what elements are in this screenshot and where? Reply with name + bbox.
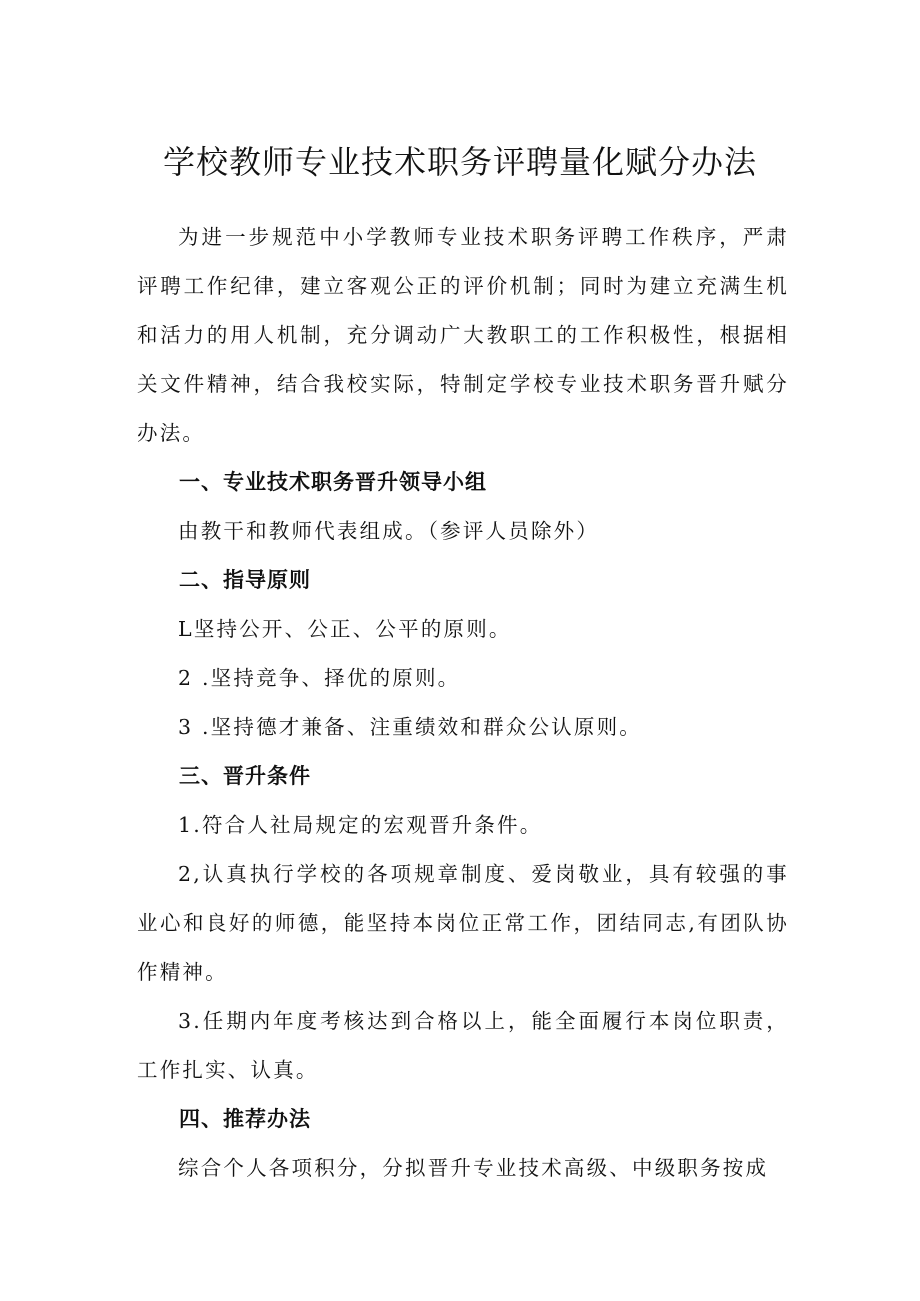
principle-item: 2 .坚持竞争、择优的原则。 xyxy=(178,666,461,690)
section-heading-guiding-principles: 二、指导原则 xyxy=(179,568,311,592)
section-text-recommendation-method: 综合个人各项积分，分拟晋升专业技术高级、中级职务按成 xyxy=(178,1156,769,1180)
condition-item: 1.符合人社局规定的宏观晋升条件。 xyxy=(178,813,543,837)
principle-item: L坚持公开、公正、公平的原则。 xyxy=(178,617,512,641)
section-heading-leadership-group: 一、专业技术职务晋升领导小组 xyxy=(179,470,487,494)
principle-item: 3 .坚持德才兼备、注重绩效和群众公认原则。 xyxy=(178,715,642,739)
section-text-leadership-group: 由教干和教师代表组成。（参评人员除外） xyxy=(178,519,600,543)
condition-item: 3.任期内年度考核达到合格以上，能全面履行本岗位职责，工作扎实、认真。 xyxy=(137,1009,789,1082)
document-title: 学校教师专业技术职务评聘量化赋分办法 xyxy=(162,143,757,181)
section-heading-promotion-conditions: 三、晋升条件 xyxy=(179,764,311,788)
condition-item: 2,认真执行学校的各项规章制度、爱岗敬业，具有较强的事业心和良好的师德，能坚持本岗位正常工作，团结同志,有团队协作精神。 xyxy=(137,862,789,984)
section-heading-recommendation-method: 四、推荐办法 xyxy=(179,1107,311,1131)
intro-paragraph: 为进一步规范中小学教师专业技术职务评聘工作秩序，严肃评聘工作纪律，建立客观公正的评价机制；同时为建立充满生机和活力的用人机制，充分调动广大教职工的工作积极性，根据相关文件精神，结合我校实际，特制定学校专业技术职务晋升赋分办法。 xyxy=(137,225,789,445)
document-body xyxy=(137,213,789,1193)
